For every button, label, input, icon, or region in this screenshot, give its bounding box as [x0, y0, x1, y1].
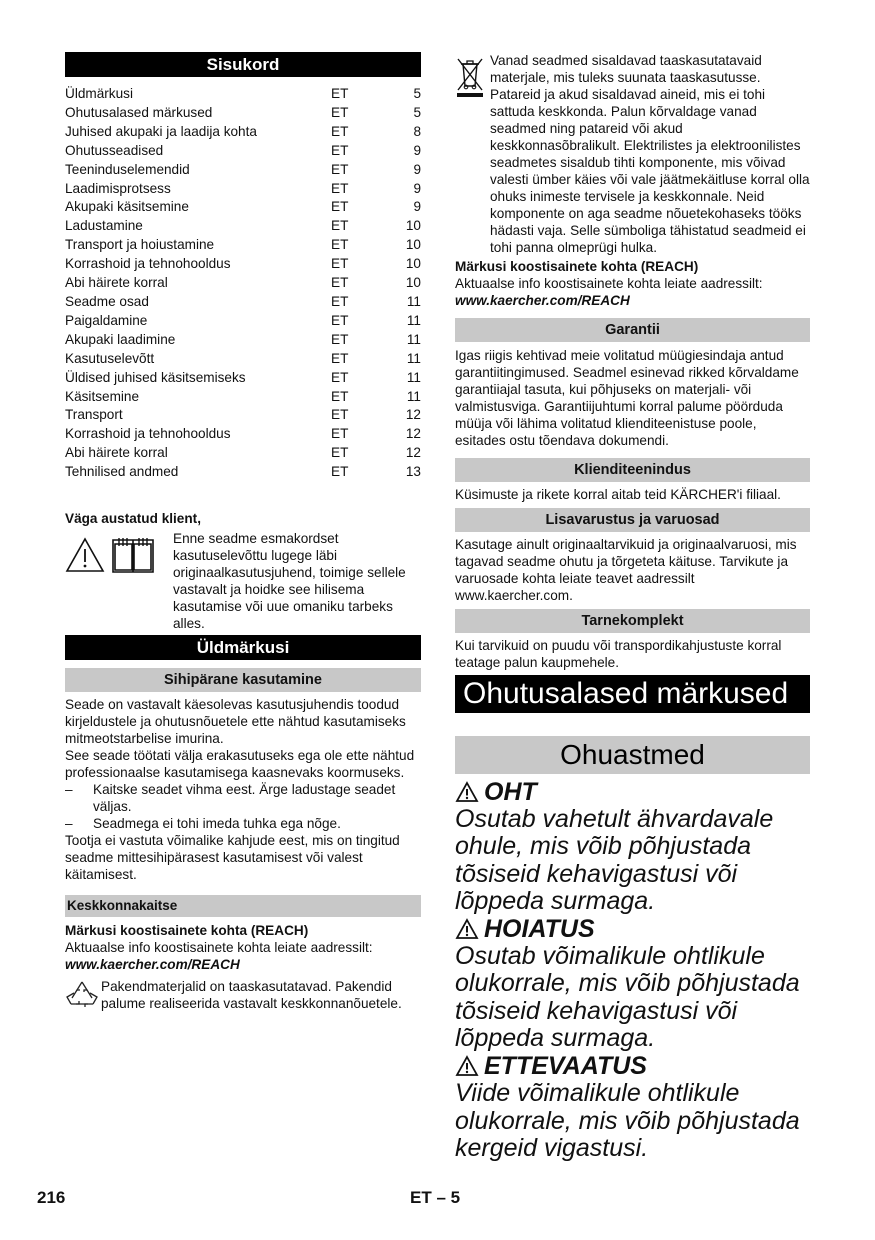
crossed-bin-icon [455, 54, 485, 98]
warranty-title: Garantii [455, 318, 810, 342]
toc-row [65, 350, 421, 369]
general-title: Üldmärkusi [65, 635, 421, 660]
warning-triangle-icon [65, 536, 105, 574]
toc-entry-label: Kasutuselevõtt [65, 350, 155, 366]
toc-row [65, 85, 421, 104]
intended-use-paragraph: Seade on vastavalt käesolevas kasutusjuhendis toodud kirjeldustele ja ohutusnõuetele ette nähtud kasutamiseks mitmeotstarbelise imurina. [65, 697, 406, 747]
toc-entry-lang: ET [331, 218, 349, 234]
service-title: Klienditeenindus [455, 458, 810, 482]
toc-entry-label: Üldised juhised käsitsemiseks [65, 369, 246, 385]
toc-entry-page: 5 [413, 86, 421, 101]
toc-row [65, 142, 421, 161]
service-text: Küsimuste ja rikete korral aitab teid KÄRCHER'i filiaal. [455, 487, 781, 502]
toc-entry-lang: ET [331, 445, 349, 461]
toc-entry-page: 9 [413, 142, 421, 158]
greeting-text: Enne seadme esmakordset kasutuselevõttu lugege läbi originaalkasutusjuhend, toimige sellele vastavalt ja hoidke see hilisema kasutamise või uue omaniku tarbeks alles. [173, 531, 406, 632]
intended-use-paragraph: Tootja ei vastuta võimalike kahjude eest, mis on tingitud seadme mittesihipärasest kasutamisest või valest käitamisest. [65, 833, 400, 883]
toc-entry-page: 9 [413, 161, 421, 177]
right-column [455, 52, 810, 1162]
toc-entry-lang: ET [331, 180, 349, 196]
toc-row [65, 425, 421, 444]
toc-entry-page: 10 [405, 218, 421, 234]
toc-entry-label: Ohutusseadised [65, 142, 164, 158]
toc-entry-page: 11 [406, 350, 421, 366]
reach-url: www.kaercher.com/REACH [65, 957, 240, 973]
toc-row [65, 444, 421, 463]
toc-row [65, 388, 421, 407]
accessories-title: Lisavarustus ja varuosad [455, 508, 810, 532]
hazard-level [455, 778, 810, 915]
toc-entry-lang: ET [331, 426, 349, 442]
toc-entry-page: 5 [413, 104, 421, 120]
toc-entry-page: 12 [405, 426, 421, 442]
toc-row [65, 217, 421, 236]
warranty-text: Igas riigis kehtivad meie volitatud müügiesindaja antud garantiitingimused. Seadmel esinevad rikked kõrvaldame garantiiajal tasuta, kui põhjuseks on materjali- või valmistusviga. Garantiijuhtumi korral palume pöörduda müüja või lähima volitatud klienditeenistuse poole, esitades ostu tõendava dokumendi. [455, 348, 799, 448]
toc-entry-label: Laadimisprotsess [65, 180, 171, 196]
toc-row [65, 369, 421, 388]
toc-title: Sisukord [65, 52, 421, 77]
toc-entry-label: Ladustamine [65, 218, 143, 234]
toc-entry-page: 9 [413, 199, 421, 215]
toc-table [65, 85, 421, 482]
hazard-levels-title: Ohuastmed [455, 736, 810, 774]
toc-entry-page: 11 [406, 312, 421, 328]
toc-entry-label: Käsitsemine [65, 388, 140, 404]
hazard-text: Osutab võimalikule ohtlikule olukorrale, mis võib põhjustada tõsiseid kehavigastusi või lõppeda surmaga. [455, 942, 800, 1053]
reach-title: Märkusi koostisainete kohta (REACH) [65, 923, 309, 939]
toc-entry-page: 10 [405, 256, 421, 272]
toc-entry-page: 12 [405, 407, 421, 423]
toc-row [65, 406, 421, 425]
hazard-label: ETTEVAATUS [484, 1052, 647, 1081]
page-number: 216 [37, 1188, 66, 1207]
toc-entry-label: Abi häirete korral [65, 275, 168, 291]
hazard-text: Viide võimalikule ohtlikule olukorrale, mis võib põhjustada kergeid vigastusi. [455, 1079, 800, 1162]
toc-entry-label: Transport ja hoiustamine [65, 237, 215, 253]
toc-entry-lang: ET [331, 407, 349, 423]
packaging-text: Pakendmaterjalid on taaskasutatavad. Pakendid palume realiseerida vastavalt keskkonnanõuetele. [101, 979, 402, 1012]
toc-entry-label: Korrashoid ja tehnohooldus [65, 256, 231, 272]
toc-entry-lang: ET [331, 104, 349, 120]
page-reference: ET – 5 [410, 1188, 461, 1207]
toc-entry-label: Transport [65, 407, 123, 423]
toc-row [65, 293, 421, 312]
toc-entry-label: Korrashoid ja tehnohooldus [65, 426, 231, 442]
hazard-text: Osutab vahetult ähvardavale ohule, mis võib põhjustada tõsiseid kehavigastusi või lõppeda surmaga. [455, 805, 774, 915]
toc-entry-label: Abi häirete korral [65, 445, 168, 461]
toc-entry-page: 11 [406, 369, 421, 385]
reach-section [455, 258, 810, 309]
toc-row [65, 180, 421, 199]
toc-entry-lang: ET [331, 369, 349, 385]
toc-entry-label: Akupaki käsitsemine [65, 199, 189, 215]
delivery-title: Tarnekomplekt [455, 609, 810, 633]
safety-title: Ohutusalased märkused [455, 675, 810, 713]
toc-entry-page: 11 [406, 331, 421, 347]
delivery-text: Kui tarvikuid on puudu või transpordikahjustuste korral teatage palun kaupmehele. [455, 638, 782, 670]
toc-entry-page: 8 [413, 123, 421, 139]
toc-entry-label: Seadme osad [65, 293, 149, 309]
toc-entry-lang: ET [331, 350, 349, 366]
toc-entry-lang: ET [331, 331, 349, 347]
list-item: – Seadmega ei tohi imeda tuhka ega nõge. [65, 816, 341, 832]
toc-entry-lang: ET [331, 123, 349, 139]
toc-entry-label: Juhised akupaki ja laadija kohta [65, 123, 257, 139]
warning-triangle-icon [455, 918, 479, 940]
reach-url: www.kaercher.com/REACH [455, 293, 630, 308]
hazard-level [455, 915, 810, 1052]
greeting-title: Väga austatud klient, [65, 511, 201, 527]
reach-text: Aktuaalse info koostisainete kohta leiate aadressilt: [455, 276, 763, 291]
toc-entry-page: 11 [406, 388, 421, 404]
manual-book-icon [111, 536, 155, 574]
toc-row [65, 255, 421, 274]
toc-entry-page: 13 [405, 464, 421, 480]
intended-use-title: Sihipärane kasutamine [65, 668, 421, 692]
toc-row [65, 274, 421, 293]
toc-entry-lang: ET [331, 464, 349, 480]
left-column [65, 52, 421, 1012]
toc-entry-lang: ET [331, 142, 349, 158]
toc-entry-lang: ET [331, 86, 349, 101]
toc-entry-page: 12 [405, 445, 421, 461]
reach-title: Märkusi koostisainete kohta (REACH) [455, 259, 699, 274]
toc-row [65, 104, 421, 123]
hazard-levels [455, 778, 810, 1162]
toc-row [65, 161, 421, 180]
intended-use-section [65, 696, 421, 883]
toc-entry-page: 11 [406, 293, 421, 309]
toc-entry-label: Paigaldamine [65, 312, 148, 328]
toc-entry-label: Akupaki laadimine [65, 331, 176, 347]
toc-entry-label: Tehnilised andmed [65, 464, 179, 480]
hazard-label: HOIATUS [484, 915, 595, 944]
greeting-section [65, 510, 421, 632]
toc-entry-lang: ET [331, 275, 349, 291]
toc-entry-label: Üldmärkusi [65, 86, 133, 101]
toc-row [65, 463, 421, 482]
toc-row [65, 236, 421, 255]
toc-entry-lang: ET [331, 161, 349, 177]
toc-entry-page: 9 [413, 180, 421, 196]
toc-entry-page: 10 [405, 275, 421, 291]
reach-text: Aktuaalse info koostisainete kohta leiate aadressilt: [65, 940, 373, 956]
warning-triangle-icon [455, 781, 479, 803]
toc-entry-label: Teeninduselemendid [65, 161, 190, 177]
warning-triangle-icon [455, 1055, 479, 1077]
toc-row [65, 198, 421, 217]
hazard-label: OHT [484, 778, 537, 806]
hazard-level [455, 1052, 810, 1162]
accessories-text: Kasutage ainult originaaltarvikuid ja originaalvaruosi, mis tagavad seadme ohutu ja tõrgeteta käituse. Tarvikute ja varuosade kohta leiate teavet aadressilt www.kaercher.com. [455, 537, 797, 603]
toc-entry-lang: ET [331, 388, 349, 404]
toc-entry-label: Ohutusalased märkused [65, 104, 213, 120]
toc-entry-page: 10 [405, 237, 421, 253]
toc-entry-lang: ET [331, 199, 349, 215]
toc-row [65, 123, 421, 142]
recycling-icon [65, 978, 99, 1012]
toc-entry-lang: ET [331, 293, 349, 309]
environment-section [65, 922, 421, 1012]
intended-use-paragraph: See seade töötati välja erakasutuseks ega ole ette nähtud professionaalse kasutamisega kaasnevaks koormuseks. [65, 748, 415, 781]
toc-entry-lang: ET [331, 312, 349, 328]
toc-row [65, 331, 421, 350]
toc-entry-lang: ET [331, 237, 349, 253]
toc-entry-lang: ET [331, 256, 349, 272]
environment-title: Keskkonnakaitse [65, 895, 421, 917]
weee-text: Vanad seadmed sisaldavad taaskasutatavaid materjale, mis tuleks suunata taaskasutusse. Patareid ja akud sisaldavad aineid, mis ei tohi sattuda keskkonda. Palun kõrvaldage vanad seadmed ning patareid või akud keskkonnasõbralikult. Elektrilistes ja elektroonilistes seadmetes sisaldub tihti komponente, mis võivad valesti ümber käies või vale jäätmekäitluse korral olla ohuks inimeste tervisele ja keskkonnale. Neid komponente on aga seadme nõuetekohaseks tööks hädasti vaja. Selle sümboliga tähistatud seadmeid ei tohi panna olmeprügi hulka. [490, 53, 810, 255]
list-item: – Kaitske seadet vihma eest. Ärge ladustage seadet väljas. [65, 782, 396, 815]
toc-row [65, 312, 421, 331]
